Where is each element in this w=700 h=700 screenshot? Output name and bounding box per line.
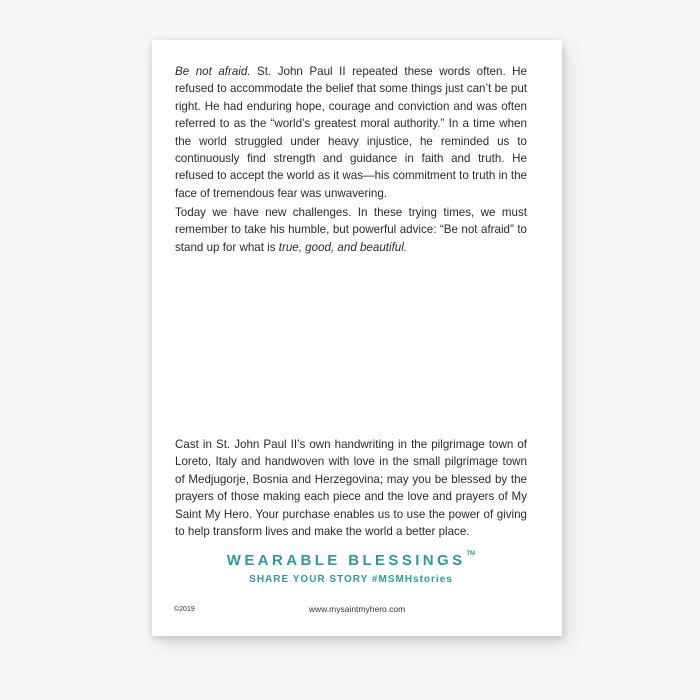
- intro-paragraph: [175, 63, 527, 202]
- craft-paragraph: Cast in St. John Paul II’s own handwriting in the pilgrimage town of Loreto, Italy and handwoven with love in the small pilgrimage town of Medjugorje, Bosnia and Herzegovina; may you be blessed by the prayers of those making each piece and the love and prayers of My Saint My Hero. Your purchase enables us to use the power of giving to help transform lives and make the world a better place.: [175, 438, 527, 539]
- brand-title: [175, 552, 527, 569]
- challenge-emphasis: true, good, and beautiful.: [278, 240, 408, 254]
- brand-name: WEARABLE BLESSINGS: [226, 552, 466, 569]
- intro-emphasis: Be not afraid.: [175, 65, 251, 78]
- challenge-paragraph: [175, 204, 527, 256]
- trademark-mark: TM: [466, 551, 476, 557]
- challenge-body: Today we have new challenges. In these trying times, we must remember to take his humble, but powerful advice: “Be not afraid” to stand up for what is: [175, 206, 527, 254]
- product-card: [152, 40, 562, 636]
- intro-body: St. John Paul II repeated these words often. He refused to accommodate the belief that some things just can’t be put right. He had enduring hope, courage and conviction and was often referred to as the “world’s greatest moral authority.” In a time when the world struggled under heavy injustice, he reminded us to continuously find strength and guidance in faith and truth. He refused to accept the world as it was—his commitment to truth in the face of tremendous fear was unwavering.: [175, 65, 527, 200]
- website-url: www.mysaintmyhero.com: [308, 604, 406, 614]
- copyright-notice: ©2019: [174, 606, 195, 613]
- brand-tagline: SHARE YOUR STORY #MSMHstories: [249, 574, 453, 585]
